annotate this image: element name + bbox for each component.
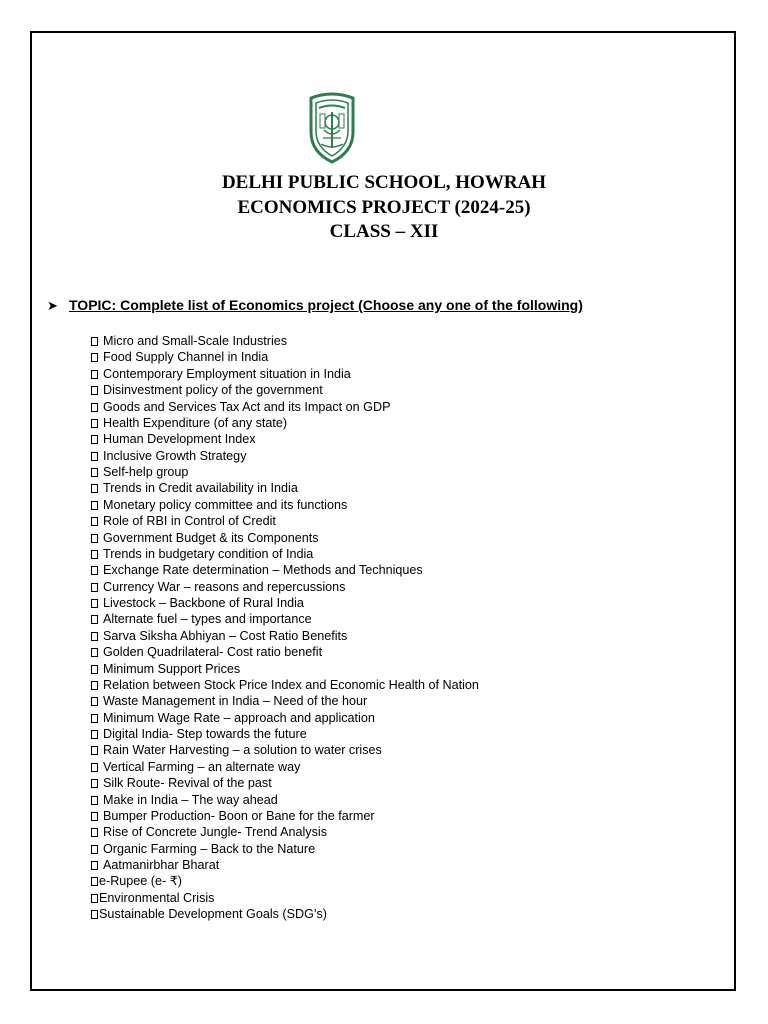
topic-list-item [91,873,479,889]
topic-label: Monetary policy committee and its functions [103,497,348,512]
checkbox-square-icon [91,877,98,886]
topic-list-item [91,890,479,906]
school-name: DELHI PUBLIC SCHOOL, HOWRAH [221,172,547,193]
topic-label: Trends in budgetary condition of India [103,546,314,561]
topic-heading [47,297,583,314]
school-crest-logo [307,92,357,164]
topic-list-item [91,808,479,824]
checkbox-square-icon [91,452,98,461]
checkbox-square-icon [91,763,98,772]
topic-list-item [91,857,479,873]
topic-list-item [91,693,479,709]
topic-list-item [91,726,479,742]
topic-label: Food Supply Channel in India [103,350,269,365]
topic-list-item [91,792,479,808]
topic-list-item [91,382,479,398]
topic-list-item [91,431,479,447]
topic-text: TOPIC: Complete list of Economics project (Choose any one of the following) [69,297,583,313]
topic-list-item [91,546,479,562]
topic-list-item [91,841,479,857]
topic-label: Government Budget & its Components [103,530,319,545]
topic-list-item [91,366,479,382]
checkbox-square-icon [91,353,98,362]
topic-list-item [91,579,479,595]
checkbox-square-icon [91,746,98,755]
checkbox-square-icon [91,714,98,723]
topic-list-item [91,824,479,840]
topic-list-item [91,448,479,464]
checkbox-square-icon [91,681,98,690]
topic-list-item [91,661,479,677]
checkbox-square-icon [91,435,98,444]
topic-label: Sustainable Development Goals (SDG’s) [99,907,327,922]
topic-label: Rise of Concrete Jungle- Trend Analysis [103,825,327,840]
topic-label: Minimum Wage Rate – approach and application [103,710,375,725]
checkbox-square-icon [91,812,98,821]
checkbox-square-icon [91,697,98,706]
topic-list-item [91,513,479,529]
checkbox-square-icon [91,419,98,428]
checkbox-square-icon [91,730,98,739]
topic-list-item [91,628,479,644]
topic-label: Disinvestment policy of the government [103,383,323,398]
topic-list-item [91,759,479,775]
topic-list-item [91,497,479,513]
topic-label: Currency War – reasons and repercussions [103,579,346,594]
checkbox-square-icon [91,665,98,674]
checkbox-square-icon [91,779,98,788]
topic-list-item [91,742,479,758]
topic-label: Trends in Credit availability in India [103,481,298,496]
topic-label: Silk Route- Revival of the past [103,776,272,791]
topic-label: e-Rupee (e- ₹) [99,874,182,889]
project-title: ECONOMICS PROJECT (2024-25) [237,197,531,218]
checkbox-square-icon [91,828,98,837]
topic-list-item [91,399,479,415]
topic-label: Contemporary Employment situation in India [103,366,351,381]
checkbox-square-icon [91,566,98,575]
checkbox-square-icon [91,583,98,592]
checkbox-square-icon [91,370,98,379]
topic-label: Alternate fuel – types and importance [103,612,312,627]
checkbox-square-icon [91,337,98,346]
checkbox-square-icon [91,910,98,919]
topic-label: Environmental Crisis [99,890,215,905]
topic-label: Make in India – The way ahead [103,792,278,807]
topic-list [91,333,479,923]
checkbox-square-icon [91,796,98,805]
topic-list-item [91,906,479,922]
topic-label: Bumper Production- Boon or Bane for the farmer [103,808,375,823]
topic-label: Aatmanirbhar Bharat [103,858,220,872]
topic-label: Exchange Rate determination – Methods and Techniques [103,563,423,578]
checkbox-square-icon [91,632,98,641]
topic-label: Minimum Support Prices [103,661,241,676]
topic-list-item [91,710,479,726]
checkbox-square-icon [91,615,98,624]
topic-list-item [91,611,479,627]
topic-label: Waste Management in India – Need of the hour [103,694,368,709]
checkbox-square-icon [91,894,98,903]
topic-label: Role of RBI in Control of Credit [103,514,276,529]
topic-label: Goods and Services Tax Act and its Impact on GDP [103,399,391,414]
topic-list-item [91,677,479,693]
topic-list-item [91,595,479,611]
checkbox-square-icon [91,599,98,608]
topic-list-item [91,464,479,480]
topic-list-item [91,480,479,496]
topic-label: Inclusive Growth Strategy [103,448,247,463]
checkbox-square-icon [91,501,98,510]
checkbox-square-icon [91,386,98,395]
checkbox-square-icon [91,468,98,477]
checkbox-square-icon [91,550,98,559]
topic-label: Golden Quadrilateral- Cost ratio benefit [103,645,323,660]
topic-list-item [91,415,479,431]
checkbox-square-icon [91,648,98,657]
checkbox-square-icon [91,861,98,870]
checkbox-square-icon [91,484,98,493]
topic-label: Rain Water Harvesting – a solution to water crises [103,743,382,758]
arrow-bullet-icon: ➤ [47,298,58,313]
topic-label: Self-help group [103,465,189,479]
checkbox-square-icon [91,517,98,526]
topic-list-item [91,349,479,365]
topic-label: Vertical Farming – an alternate way [103,759,301,774]
class-title: CLASS – XII [329,221,439,242]
checkbox-square-icon [91,534,98,543]
topic-list-item [91,530,479,546]
checkbox-square-icon [91,403,98,412]
topic-label: Micro and Small-Scale Industries [103,334,288,348]
topic-label: Livestock – Backbone of Rural India [103,596,304,610]
topic-label: Sarva Siksha Abhiyan – Cost Ratio Benefits [103,628,348,643]
topic-list-item [91,562,479,578]
topic-label: Human Development Index [103,432,256,447]
topic-list-item [91,333,479,349]
topic-label: Organic Farming – Back to the Nature [103,841,316,856]
topic-label: Health Expenditure (of any state) [103,415,288,430]
topic-label: Digital India- Step towards the future [103,727,307,741]
checkbox-square-icon [91,845,98,854]
topic-list-item [91,775,479,791]
topic-label: Relation between Stock Price Index and Economic Health of Nation [103,677,479,692]
topic-list-item [91,644,479,660]
